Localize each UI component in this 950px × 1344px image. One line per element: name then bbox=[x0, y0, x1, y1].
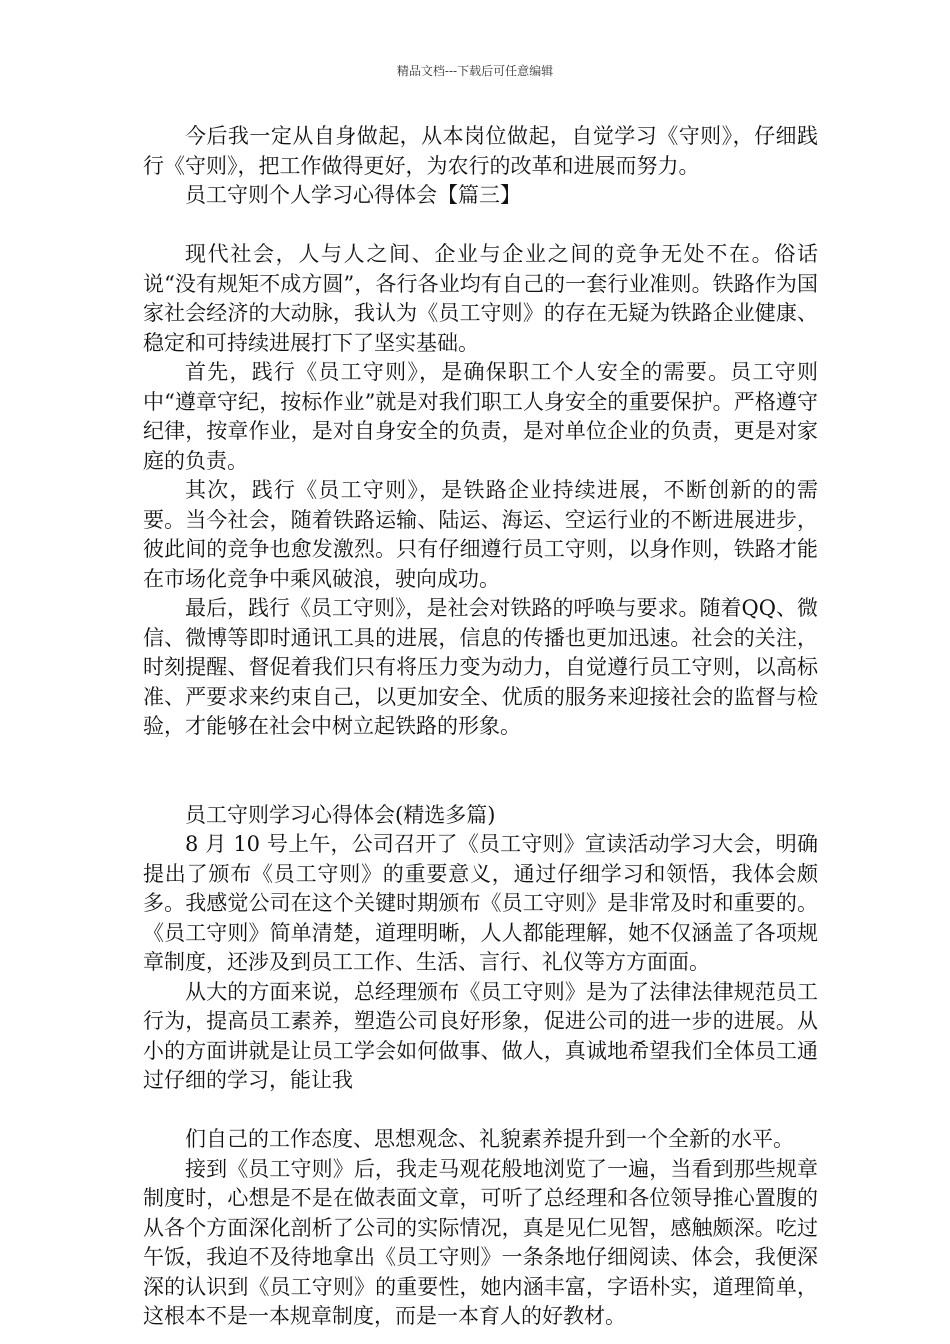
paragraph-3: 首先，践行《员工守则》，是确保职工个人安全的需要。员工守则中“遵章守纪，按标作业”就是对我们职工人身安全的重要保护。严格遵守纪律，按章作业，是对自身安全的负责，是对单位企业的负责，更是对家庭的负责。 bbox=[143, 360, 818, 473]
spacer bbox=[143, 742, 818, 801]
paragraph-5: 最后，践行《员工守则》，是社会对铁路的呼唤与要求。随着QQ、微信、微博等即时通讯工具的进展，信息的传播也更加迅速。社会的关注，时刻提醒、督促着我们只有将压力变为动力，自觉遵行员工守则，以高标准、严要求来约束自己，以更加安全、优质的服务来迎接社会的监督与检验，才能够在社会中树立起铁路的形象。 bbox=[143, 596, 818, 738]
paragraph-2: 现代社会，人与人之间、企业与企业之间的竞争无处不在。俗话说“没有规矩不成方圆”，各行各业均有自己的一套行业准则。铁路作为国家社会经济的大动脉，我认为《员工守则》的存在无疑为铁路企业健康、稳定和可持续进展打下了坚实基础。 bbox=[143, 242, 818, 355]
section-heading-3: 员工守则个人学习心得体会【篇三】 bbox=[185, 183, 521, 207]
paragraph-6: 8 月 10 号上午，公司召开了《员工守则》宣读活动学习大会，明确提出了颁布《员工守则》的重要意义，通过仔细学习和领悟，我体会颇多。我感觉公司在这个关键时期颁布《员工守则》是非常及时和重要的。《员工守则》简单清楚，道理明晰，人人都能理解，她不仅涵盖了各项规章制度，还涉及到员工工作、生活、言行、礼仪等方方面面。 bbox=[143, 832, 818, 974]
paragraph-4: 其次，践行《员工守则》，是铁路企业持续进展，不断创新的的需要。当今社会，随着铁路运输、陆运、海运、空运行业的不断进展进步，彼此间的竞争也愈发激烈。只有仔细遵行员工守则，以身作则，铁路才能在市场化竞争中乘风破浪，驶向成功。 bbox=[143, 478, 818, 591]
spacer bbox=[143, 1096, 818, 1126]
paragraph-1: 今后我一定从自身做起，从本岗位做起，自觉学习《守则》，仔细践行《守则》，把工作做得更好，为农行的改革和进展而努力。 bbox=[143, 124, 818, 178]
paragraph-7: 从大的方面来说，总经理颁布《员工守则》是为了法律法律规范员工行为，提高员工素养，塑造公司良好形象，促进公司的进一步的进展。从小的方面讲就是让员工学会如何做事、做人，真诚地希望我们全体员工通过仔细的学习，能让我 bbox=[143, 979, 818, 1092]
spacer bbox=[143, 211, 818, 241]
section-heading-multi: 员工守则学习心得体会(精选多篇) bbox=[185, 802, 496, 827]
document-body bbox=[143, 122, 818, 1332]
paragraph-9: 接到《员工守则》后，我走马观花般地浏览了一遍，当看到那些规章制度时，心想是不是在做表面文章，可听了总经理和各位领导推心置腹的从各个方面深化剖析了公司的实际情况，真是见仁见智，感触颇深。吃过午饭，我迫不及待地拿出《员工守则》一条条地仔细阅读、体会，我便深深的认识到《员工守则》的重要性，她内涵丰富，字语朴实，道理简单，这根本不是一本规章制度，而是一本育人的好教材。 bbox=[143, 1156, 818, 1328]
paragraph-8: 们自己的工作态度、思想观念、礼貌素养提升到一个全新的水平。 bbox=[185, 1127, 794, 1151]
page-header: 精品文档---下载后可任意编辑 bbox=[396, 64, 554, 78]
